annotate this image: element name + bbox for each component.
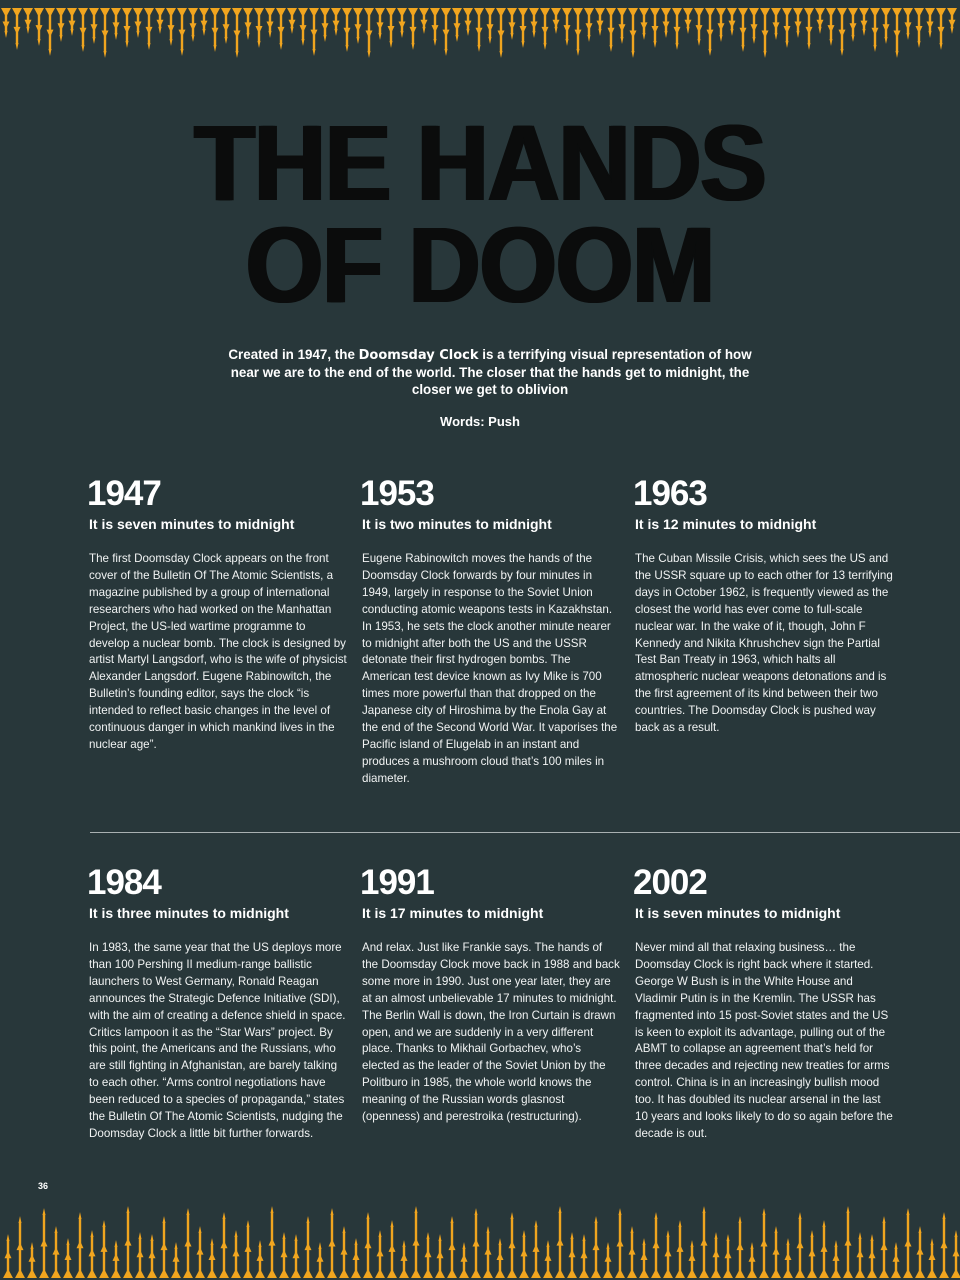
missile-icon xyxy=(459,1242,469,1278)
missile-icon xyxy=(555,1206,565,1278)
missile-icon xyxy=(210,8,220,52)
missile-icon xyxy=(123,1206,133,1278)
missile-icon xyxy=(23,8,33,34)
entry-body: Eugene Rabinowitch moves the hands of the Doomsday Clock forwards by four minutes in 1949, largely in response to the Soviet Union conducting atomic weapons tests in Kazakhstan. In 1953, he sets the clock another minute nearer to midnight after both the US and the USSR detonate their first hydrogen bombs. The American test device known as Ivy Mike is 700 times more powerful than that dropped on the Japanese city of Hiroshima by the Enola Gay at the end of the Second World War. It vaporises the Pacific island of Elugelab in an instant and produces a mushroom cloud that’s 100 miles in diameter. xyxy=(362,552,618,785)
missile-icon xyxy=(939,1212,949,1278)
missile-icon xyxy=(683,8,693,34)
missile-icon xyxy=(474,8,484,52)
missile-icon xyxy=(804,8,814,50)
missile-icon xyxy=(483,1226,493,1278)
missile-icon xyxy=(199,8,209,36)
missile-icon xyxy=(639,8,649,40)
missile-icon xyxy=(351,1238,361,1278)
missile-icon xyxy=(419,8,429,34)
entry-subtitle: It is 12 minutes to midnight xyxy=(635,516,817,532)
missile-icon xyxy=(135,1232,145,1278)
missile-icon xyxy=(1,8,11,38)
missile-icon xyxy=(447,1216,457,1278)
missile-icon xyxy=(705,8,715,56)
missile-icon xyxy=(51,1226,61,1278)
missile-icon xyxy=(843,1206,853,1278)
missile-icon xyxy=(738,8,748,52)
missile-icon xyxy=(947,8,957,34)
missile-icon xyxy=(166,8,176,46)
missile-icon xyxy=(579,1234,589,1278)
entry-year: 1953 xyxy=(360,474,434,513)
missile-icon xyxy=(75,1212,85,1278)
missile-icon xyxy=(171,1242,181,1278)
missile-icon xyxy=(276,8,286,50)
entry-subtitle: It is seven minutes to midnight xyxy=(635,905,841,921)
missile-icon xyxy=(27,1242,37,1278)
missile-icon xyxy=(795,1212,805,1278)
missile-icon xyxy=(386,8,396,48)
entry-body: In 1983, the same year that the US deploys more than 100 Pershing II medium-range ballistic launchers to West Germany, Ronald Reagan announces the Strategic Defence Initiative (SDI), with the aim of creating a defence shield in space. Critics lampoon it as the “Star Wars” project. By this point, the Americans and the Russians, who are still fighting in Afghanistan, are barely talking to each other. “Arms control negotiations have been reduced to a species of propaganda,” states the Bulletin Of The Atomic Scientists, nudging the Doomsday Clock a little bit further forwards. xyxy=(89,941,346,1140)
missile-icon xyxy=(279,1232,289,1278)
entry-year: 1963 xyxy=(633,474,707,513)
missile-icon xyxy=(927,1238,937,1278)
missile-icon xyxy=(34,8,44,46)
missile-icon xyxy=(694,8,704,46)
missile-icon xyxy=(287,8,297,34)
missile-icon xyxy=(243,1220,253,1278)
missile-icon xyxy=(879,1216,889,1278)
page-title xyxy=(38,102,921,325)
missile-icon xyxy=(663,1230,673,1278)
missile-icon xyxy=(661,8,671,38)
missile-icon xyxy=(67,8,77,36)
missile-icon xyxy=(298,8,308,46)
missile-icon xyxy=(936,8,946,50)
missile-icon xyxy=(463,8,473,36)
missile-icon xyxy=(627,1226,637,1278)
missile-icon xyxy=(188,8,198,42)
missile-icon xyxy=(507,8,517,40)
missile-icon xyxy=(903,1208,913,1278)
missile-border-bottom xyxy=(0,1190,960,1280)
missile-icon xyxy=(45,8,55,56)
missile-icon xyxy=(867,1234,877,1278)
missile-icon xyxy=(782,8,792,48)
missile-icon xyxy=(342,8,352,52)
missile-icon xyxy=(881,8,891,44)
timeline-entry-1953 xyxy=(362,476,620,788)
missile-icon xyxy=(870,8,880,52)
missile-icon xyxy=(735,1216,745,1278)
missile-icon xyxy=(267,1206,277,1278)
missile-icon xyxy=(15,1216,25,1278)
missile-icon xyxy=(485,8,495,44)
missile-icon xyxy=(364,8,374,58)
missile-icon xyxy=(353,8,363,44)
missile-icon xyxy=(339,1226,349,1278)
missile-icon xyxy=(327,1208,337,1278)
missile-icon xyxy=(567,1232,577,1278)
missile-icon xyxy=(891,1242,901,1278)
missile-icon xyxy=(543,1240,553,1278)
missile-icon xyxy=(573,8,583,56)
missile-icon xyxy=(423,1232,433,1278)
timeline-entry-2002 xyxy=(635,865,893,1143)
missile-icon xyxy=(111,1240,121,1278)
missile-icon xyxy=(56,8,66,42)
missile-icon xyxy=(243,8,253,40)
missile-icon xyxy=(793,8,803,38)
missile-icon xyxy=(159,1216,169,1278)
missile-icon xyxy=(255,1240,265,1278)
missile-icon xyxy=(363,1212,373,1278)
missile-icon xyxy=(749,8,759,44)
missile-icon xyxy=(807,1230,817,1278)
missile-icon xyxy=(603,1242,613,1278)
title-line-2: OF DOOM xyxy=(245,204,715,325)
missile-icon xyxy=(540,8,550,50)
missile-icon xyxy=(675,1220,685,1278)
section-divider xyxy=(90,832,960,833)
entry-subtitle: It is 17 minutes to midnight xyxy=(362,905,544,921)
missile-icon xyxy=(441,8,451,56)
title-line-1: THE HANDS xyxy=(194,102,766,223)
entry-subtitle: It is three minutes to midnight xyxy=(89,905,289,921)
missile-icon xyxy=(551,8,561,34)
missile-icon xyxy=(617,8,627,44)
missile-icon xyxy=(78,8,88,52)
missile-icon xyxy=(711,1232,721,1278)
missile-icon xyxy=(87,1230,97,1278)
missile-icon xyxy=(411,1206,421,1278)
missile-icon xyxy=(435,1234,445,1278)
missile-icon xyxy=(221,8,231,44)
missile-icon xyxy=(232,8,242,58)
missile-icon xyxy=(430,8,440,46)
missile-icon xyxy=(672,8,682,50)
missile-icon xyxy=(207,1238,217,1278)
missile-icon xyxy=(265,8,275,38)
missile-icon xyxy=(155,8,165,34)
entry-body: And relax. Just like Frankie says. The hands of the Doomsday Clock move back in 1988 and back some more in 1990. Just one year later, they are at an almost unbelievable 17 minutes to midnight. The Berlin Wall is down, the Iron Curtain is drawn open, and we are suddenly in a very different place. Thanks to Mikhail Gorbachev, who’s elected as the leader of the Soviet Union by the Politburo in 1985, the whole world knows the meaning of the Russian words glasnost (openness) and perestroika (restructuring). xyxy=(362,941,620,1124)
missile-icon xyxy=(397,8,407,38)
missile-icon xyxy=(63,1238,73,1278)
missile-icon xyxy=(219,1212,229,1278)
missile-icon xyxy=(183,1208,193,1278)
standfirst-rest: is a terrifying visual representation of how near we are to the end of the world. The closer that the hands get to midnight, the closer we get to oblivion xyxy=(230,347,752,397)
missile-icon xyxy=(615,1208,625,1278)
missile-icon xyxy=(331,8,341,36)
timeline-entry-1991 xyxy=(362,865,620,1126)
missile-icon xyxy=(591,1216,601,1278)
missile-icon xyxy=(309,8,319,56)
missile-icon xyxy=(452,8,462,42)
missile-icon xyxy=(408,8,418,50)
missile-icon xyxy=(375,1230,385,1278)
missile-icon xyxy=(320,8,330,42)
missile-icon xyxy=(727,8,737,36)
missile-icon xyxy=(650,8,660,48)
entry-subtitle: It is two minutes to midnight xyxy=(362,516,552,532)
missile-icon xyxy=(716,8,726,42)
missile-icon xyxy=(639,1238,649,1278)
missile-icon xyxy=(826,8,836,46)
missile-icon xyxy=(375,8,385,40)
missile-icon xyxy=(111,8,121,40)
missile-icon xyxy=(147,1234,157,1278)
missile-icon xyxy=(771,1226,781,1278)
missile-icon xyxy=(89,8,99,44)
entry-body: The first Doomsday Clock appears on the front cover of the Bulletin Of The Atomic Scientists, a magazine published by a group of international researchers who had worked on the Manhattan Project, the US-led wartime programme to develop a nuclear bomb. The clock is designed by artist Martyl Langsdorf, who is the wife of physicist Alexander Langsdorf. Eugene Rabinowitch, the Bulletin’s founding editor, says the clock “is intended to reflect basic changes in the level of continuous danger in which mankind lives in the nuclear age”. xyxy=(89,552,347,751)
missile-icon xyxy=(100,8,110,58)
entry-body: The Cuban Missile Crisis, which sees the US and the USSR square up to each other for 13 terrifying days in October 1962, is frequently viewed as the closest the world has ever come to full-scale nuclear war. In the wake of it, though, John F Kennedy and Nikita Khrushchev sign the Partial Test Ban Treaty in 1963, which halts all atmospheric nuclear weapons detonations and is the first agreement of its kind between their two countries. The Doomsday Clock is pushed way back as a result. xyxy=(635,552,893,735)
missile-icon xyxy=(231,1230,241,1278)
entry-year: 1984 xyxy=(87,863,161,902)
missile-icon xyxy=(315,1242,325,1278)
missile-icon xyxy=(3,1234,13,1278)
entry-subtitle: It is seven minutes to midnight xyxy=(89,516,295,532)
missile-icon xyxy=(837,8,847,56)
missile-icon xyxy=(518,8,528,48)
missile-icon xyxy=(699,1206,709,1278)
timeline-entry-1963 xyxy=(635,476,893,737)
missile-icon xyxy=(915,1226,925,1278)
entry-year: 1991 xyxy=(360,863,434,902)
missile-icon xyxy=(144,8,154,50)
missile-icon xyxy=(855,1232,865,1278)
missile-icon xyxy=(529,8,539,38)
timeline-entry-1947 xyxy=(89,476,347,754)
missile-icon xyxy=(848,8,858,42)
standfirst xyxy=(215,346,765,398)
missile-icon xyxy=(99,1220,109,1278)
missile-icon xyxy=(39,1208,49,1278)
missile-icon xyxy=(606,8,616,52)
missile-icon xyxy=(759,1208,769,1278)
missile-border-top xyxy=(0,0,960,64)
missile-icon xyxy=(387,1220,397,1278)
missile-icon xyxy=(507,1212,517,1278)
missile-icon xyxy=(903,8,913,40)
missile-icon xyxy=(914,8,924,48)
timeline-entry-1984 xyxy=(89,865,347,1143)
missile-icon xyxy=(723,1234,733,1278)
missile-icon xyxy=(254,8,264,48)
missile-icon xyxy=(628,8,638,58)
missile-icon xyxy=(496,8,506,58)
missile-icon xyxy=(291,1234,301,1278)
missile-icon xyxy=(471,1208,481,1278)
missile-icon xyxy=(925,8,935,38)
missile-icon xyxy=(584,8,594,42)
missile-icon xyxy=(495,1238,505,1278)
missile-icon xyxy=(859,8,869,36)
entry-year: 1947 xyxy=(87,474,161,513)
missile-icon xyxy=(562,8,572,46)
missile-icon xyxy=(687,1240,697,1278)
missile-icon xyxy=(531,1220,541,1278)
missile-icon xyxy=(771,8,781,40)
missile-icon xyxy=(815,8,825,34)
missile-icon xyxy=(195,1226,205,1278)
missile-icon xyxy=(519,1230,529,1278)
page-number: 36 xyxy=(38,1181,49,1191)
standfirst-lead: Created in 1947, the xyxy=(228,347,359,362)
missile-icon xyxy=(651,1212,661,1278)
byline: Words: Push xyxy=(440,414,520,429)
missile-icon xyxy=(303,1216,313,1278)
missile-icon xyxy=(12,8,22,50)
entry-body: Never mind all that relaxing business… the Doomsday Clock is right back where it started. George W Bush is in the White House and Vladimir Putin is in the Kremlin. The USSR has fragmented into 15 post-Soviet states and the US is keen to exploit its advantage, pulling out of the ABMT to collapse an agreement that’s held for three decades and rejecting new treaties for arms control. China is in an increasingly bullish mood too. It has doubled its nuclear arsenal in the last 10 years and looks likely to do so again before the decade is out. xyxy=(635,941,893,1140)
missile-icon xyxy=(783,1238,793,1278)
missile-icon xyxy=(122,8,132,48)
missile-icon xyxy=(819,1220,829,1278)
missile-icon xyxy=(747,1242,757,1278)
standfirst-brand: Doomsday Clock xyxy=(358,348,479,363)
missile-icon xyxy=(760,8,770,58)
missile-icon xyxy=(133,8,143,38)
missile-icon xyxy=(892,8,902,58)
missile-icon xyxy=(595,8,605,36)
missile-icon xyxy=(177,8,187,56)
missile-icon xyxy=(831,1240,841,1278)
missile-icon xyxy=(951,1230,960,1278)
missile-icon xyxy=(399,1240,409,1278)
entry-year: 2002 xyxy=(633,863,707,902)
